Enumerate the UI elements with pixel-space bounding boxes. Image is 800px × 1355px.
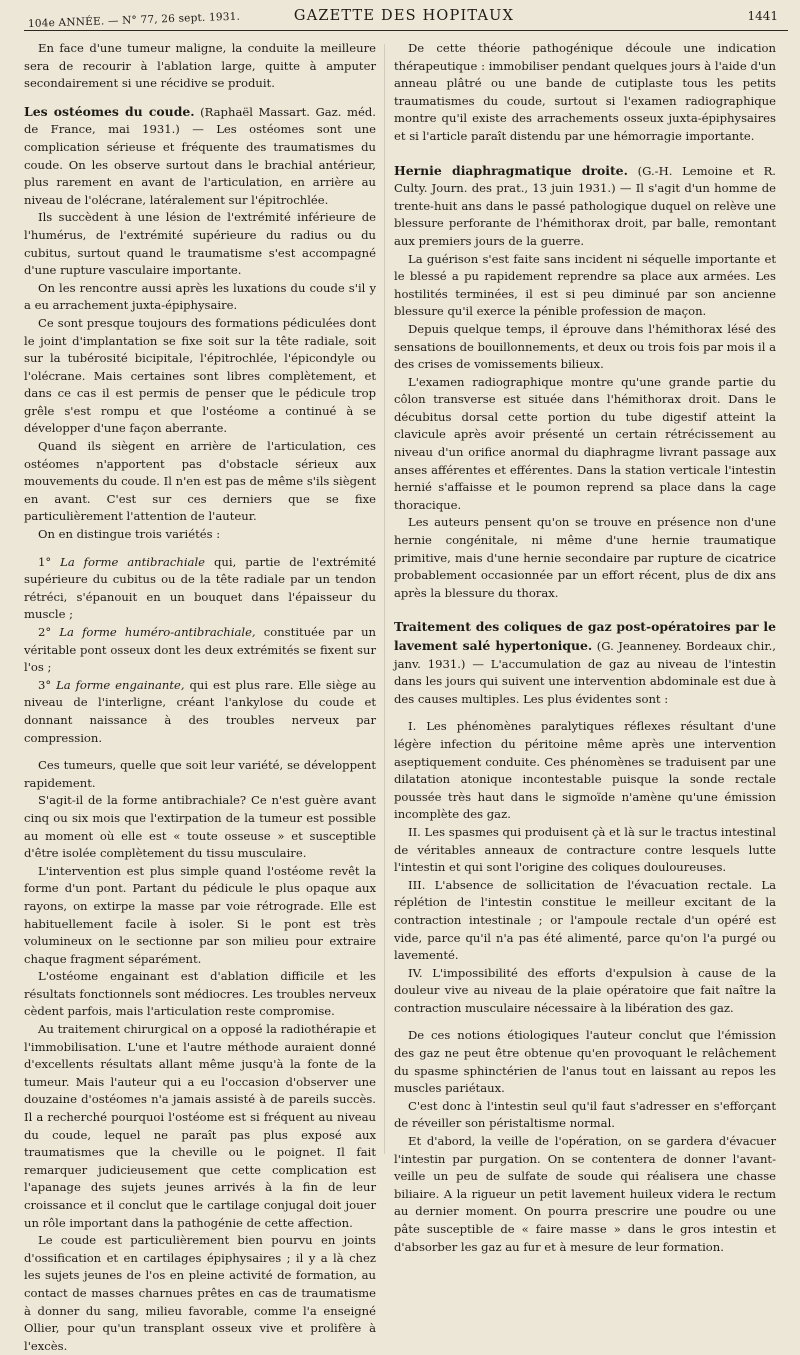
header-rule <box>24 30 788 31</box>
paragraph: De ces notions étiologiques l'auteur conclut que l'émission des gaz ne peut être obtenue qu'en provoquant le relâchement du spasme sphinctérien de l'anus tout en laissant au repos les muscles pariétaux. <box>394 1028 776 1096</box>
paragraph: De cette théorie pathogénique découle une indication thérapeutique : immobiliser pendant quelques jours à l'aide d'un anneau plâtré ou une bande de cutiplaste tous les petits traumatismes du coude, surtout si l'examen radiographique montre qu'il existe des arrachements osseux juxta-épiphysaires et si l'article paraît distendu par une hémorragie importante. <box>394 41 776 143</box>
variety-item <box>24 554 376 624</box>
osteomes-reference: (Raphaël Massart. Gaz. méd. de France, mai 1931.) — Les ostéomes sont une complication sérieuse et fréquente des traumatismes du coude. On les observe surtout dans le brachial antérieur, plus rarement en avant de l'articulation, en arrière au niveau de l'olécrane, latéralement sur l'épitrochlée. <box>24 104 376 207</box>
variety-number: 3° <box>38 677 52 692</box>
variety-text: constituée par un véritable pont osseux dont les deux extrémités se fixent sur l'os ; <box>24 625 376 675</box>
variety-text: qui est plus rare. Elle siège au niveau de l'interligne, créant l'ankylose du coude et donnant naissance à des troubles nerveux par compression. <box>24 677 376 745</box>
paragraph: Et d'abord, la veille de l'opération, on se gardera d'évacuer l'intestin par purgation. On se contentera de donner l'avant-veille un peu de sulfate de soude qui réalisera une chasse biliaire. A la rigueur un petit lavement huileux videra le rectum au dernier moment. On pourra prescrire une poudre ou une pâte susceptible de « faire masse » dans le gros intestin et d'absorber les gaz au fur et à mesure de leur formation. <box>394 1134 776 1254</box>
paragraph: Ce sont presque toujours des formations pédiculées dont le joint d'implantation se fixe soit sur la tête radiale, soit sur la tubérosité bicipitale, l'épitrochlée, l'épicondyle ou l'olécrane. Mais certaines sont libres complètement, et dans ce cas il est permis de penser que le pédicule trop grêle s'est rompu et que l'ostéome a continué à se développer d'une façon aberrante. <box>24 315 376 436</box>
variety-item <box>24 677 376 747</box>
paragraph: On en distingue trois variétés : <box>38 527 221 542</box>
paragraph: L'intervention est plus simple quand l'ostéome revêt la forme d'un pont. Partant du pédicule le plus opaque aux rayons, on extirpe la masse par voie rétrograde. Elle est habituellement facile à isoler. Si le pont est très volumineux on le sectionne par son milieu pour extraire chaque fragment séparément. <box>24 863 376 966</box>
paragraph: La guérison s'est faite sans incident ni séquelle importante et le blessé a pu rapidement reprendre sa place aux armées. Les hostilités terminées, il est si peu diminué par son ancienne blessure qu'il exerce la pénible profession de maçon. <box>394 251 776 319</box>
variety-number: 1° <box>38 554 52 569</box>
intro-paragraph: En face d'une tumeur maligne, la conduite la meilleure sera de recourir à l'ablation large, quitte à amputer secondairement si une récidive se produit. <box>24 41 376 91</box>
paragraph: Quand ils siègent en arrière de l'articulation, ces ostéomes n'apportent pas d'obstacle sérieux aux mouvements du coude. Il n'en est pas de même s'ils siègent en avant. C'est sur ces derniers que se fixe particulièrement l'attention de l'auteur. <box>24 439 376 524</box>
cause-item: II. Les spasmes qui produisent çà et là sur le tractus intestinal de véritables anneaux de contracture contre lesquels lutte l'intestin et qui sont l'origine des coliques douloureuses. <box>394 824 776 875</box>
paragraph: Au traitement chirurgical on a opposé la radiothérapie et l'immobilisation. L'une et l'autre méthode auraient donné d'excellents résultats allant même jusqu'à la fonte de la tumeur. Mais l'auteur qui a eu l'occasion d'observer une douzaine d'ostéomes n'a jamais assisté à de pareils succès. Il a recherché pourquoi l'ostéome est si fréquent au niveau du coude, lequel ne paraît pas plus exposé aux traumatismes que la cheville ou le poignet. Il fait remarquer judicieusement que cette complication est l'apanage des sujets jeunes arrivés à la fin de leur croissance et il conclut que le cartilage conjugal doit jouer un rôle important dans la pathogénie de cette affection. <box>24 1022 376 1230</box>
hernie-heading: Hernie diaphragmatique droite. <box>394 162 628 178</box>
paragraph: C'est donc à l'intestin seul qu'il faut s'adresser en s'efforçant de réveiller son péristaltisme normal. <box>394 1098 776 1131</box>
paragraph: Le coude est particulièrement bien pourvu en joints d'ossification et en cartilages épiphysaires ; il y a là chez les sujets jeunes de l'os en pleine activité de formation, au contact de masses charnues prêtes en cas de traumatisme à donner du sang, milieu favorable, comme l'a enseigné Ollier, pour qu'un transplant osseux vive et prolifère à l'excès. <box>24 1233 376 1353</box>
variety-number: 2° <box>38 625 52 639</box>
variety-name: La forme antibrachiale <box>60 554 206 569</box>
left-column <box>24 40 376 1355</box>
page-header <box>22 8 786 30</box>
paragraph: L'examen radiographique montre qu'une grande partie du côlon transverse est située dans l'hémithorax droit. Dans le décubitus dorsal cette portion du tube digestif atteint la clavicule après avoir présenté un certain rétrécissement au niveau d'un orifice anormal du diaphragme livrant passage aux anses afférentes et efférentes. Dans la station verticale l'intestin hernié s'affaisse et le poumon reprend sa place dans la cage thoracique. <box>394 374 776 512</box>
cause-item: IV. L'impossibilité des efforts d'expulsion à cause de la douleur vive au niveau de la plaie opératoire que fait naître la contraction musculaire nécessaire à la libération des gaz. <box>394 965 776 1015</box>
right-column <box>394 40 776 1256</box>
issue-info: 104e ANNÉE. — N° 77, 26 sept. 1931. <box>27 10 241 30</box>
variety-name: La forme engainante, <box>56 677 185 692</box>
hernie-reference: (G.-H. Lemoine et R. Culty. Journ. des prat., 13 juin 1931.) — Il s'agit d'un homme de trente-huit ans dans le passé pathologique duquel on relève une blessure perforante de l'hémithorax droit, par balle, remontant aux premiers jours de la guerre. <box>394 163 776 248</box>
paragraph: Depuis quelque temps, il éprouve dans l'hémithorax lésé des sensations de bouillonnements, et deux ou trois fois par mois il a des crises de vomissements bilieux. <box>394 321 776 372</box>
paragraph: L'ostéome engainant est d'ablation difficile et les résultats fonctionnels sont médiocres. Les troubles nerveux cèdent parfois, mais l'articulation reste compromise. <box>24 969 376 1019</box>
paragraph: Les auteurs pensent qu'on se trouve en présence non d'une hernie congénitale, ni même d'une hernie traumatique primitive, mais d'une hernie secondaire par rupture de cicatrice probablement occasionnée par un effort récent, plus de dix ans après la blessure du thorax. <box>394 515 776 600</box>
paragraph: Ces tumeurs, quelle que soit leur variété, se développent rapidement. <box>24 758 376 790</box>
variety-item <box>24 624 376 677</box>
osteomes-heading: Les ostéomes du coude. <box>24 103 195 119</box>
coliques-reference: (G. Jeanneney. Bordeaux chir., janv. 1931.) — L'accumulation de gaz au niveau de l'intestin dans les jours qui suivent une intervention abdominale est due à des causes multiples. Les plus évidentes sont : <box>394 639 776 706</box>
paragraph: On les rencontre aussi après les luxations du coude s'il y a eu arrachement juxta-épiphysaire. <box>24 280 376 313</box>
cause-item: III. L'absence de sollicitation de l'évacuation rectale. La réplétion de l'intestin constitue le meilleur excitant de la contraction intestinale ; or l'ampoule rectale d'un opéré est vide, parce qu'il n'a pas été alimenté, parce qu'on l'a purgé ou lavementé. <box>394 877 776 963</box>
paragraph: Ils succèdent à une lésion de l'extrémité inférieure de l'humérus, de l'extrémité supérieure du radius ou du cubitus, surtout quand le traumatisme s'est accompagné d'une rupture vasculaire importante. <box>24 210 376 278</box>
cause-item: I. Les phénomènes paralytiques réflexes résultant d'une légère infection du péritoine même après une intervention aseptiquement conduite. Ces phénomènes se traduisent par une dilatation atonique incontestable puisque la sonde rectale poussée très haut dans le sigmoïde n'amène qu'une émission incomplète des gaz. <box>394 719 776 822</box>
journal-title: GAZETTE DES HOPITAUX <box>293 8 515 24</box>
coliques-heading: Traitement des coliques de gaz post-opératoires par le lavement salé hypertonique. <box>394 619 776 653</box>
page-number: 1441 <box>747 9 778 23</box>
variety-name: La forme huméro-antibrachiale, <box>59 625 256 639</box>
variety-text: qui, partie de l'extrémité supérieure du cubitus ou de la tête radiale par un tendon rétréci, s'épanouit en un bouquet dans l'épaisseur du muscle ; <box>24 554 377 622</box>
column-divider <box>384 44 385 1154</box>
paragraph: S'agit-il de la forme antibrachiale? Ce n'est guère avant cinq ou six mois que l'extirpation de la tumeur est possible au moment où elle est « toute osseuse » et susceptible d'être isolée complètement du tissu musculaire. <box>24 793 376 861</box>
